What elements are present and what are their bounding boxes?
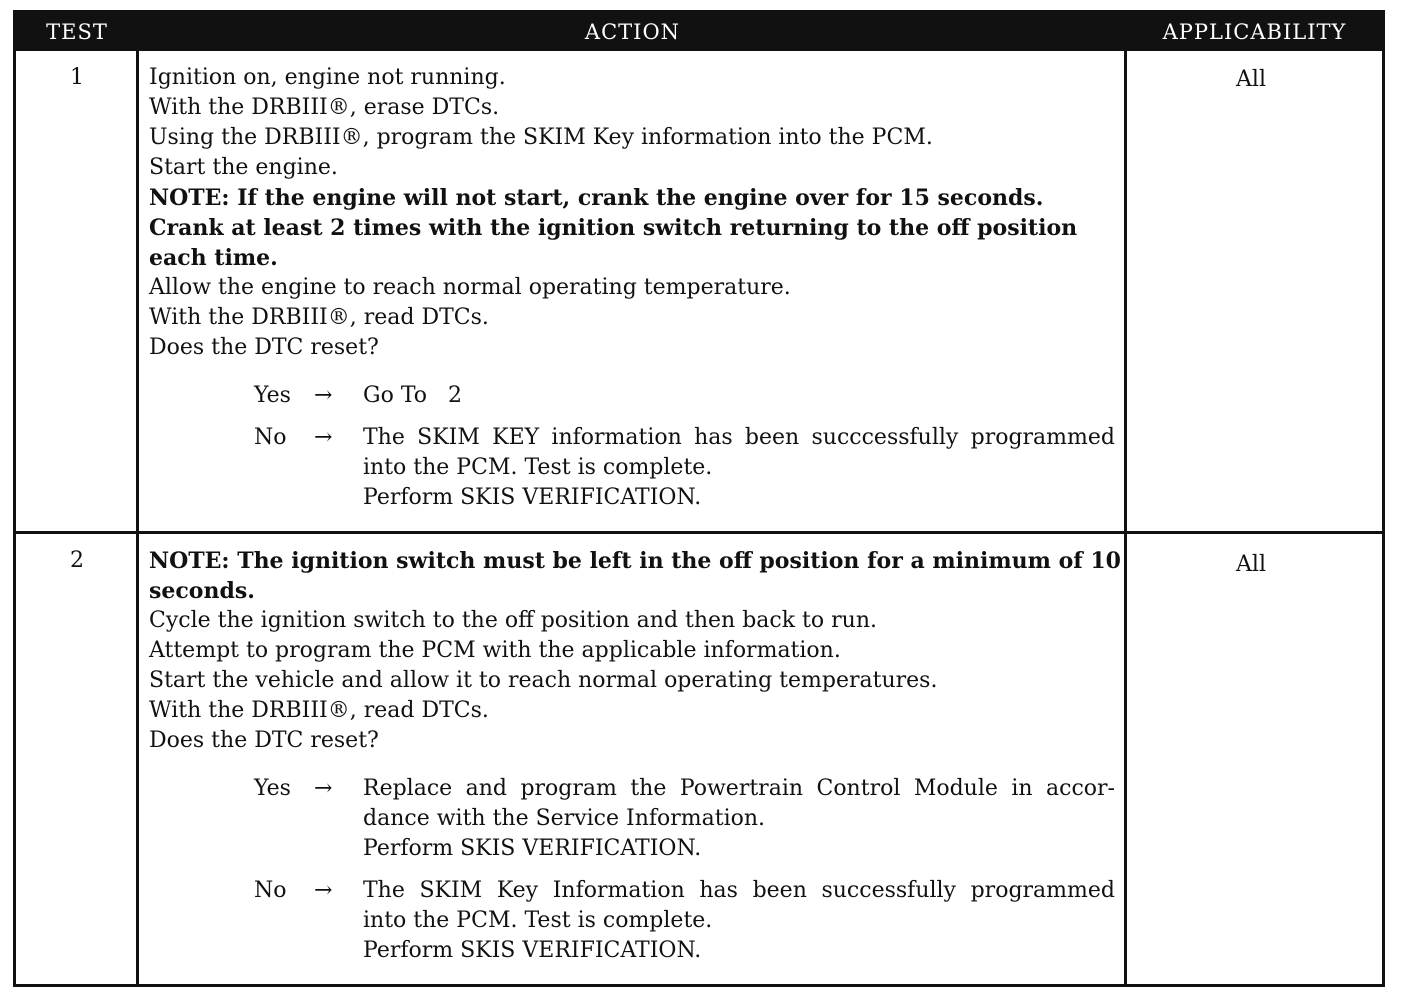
outcome-label: Yes	[254, 776, 291, 801]
applicability-value: All	[1236, 67, 1266, 92]
header-applicability: APPLICABILITY	[1162, 20, 1347, 44]
action-step: Start the vehicle and allow it to reach normal operating temperatures.	[149, 668, 938, 693]
outcome-text	[363, 774, 1115, 864]
outcome-line: Perform SKIS VERIFICATION.	[363, 938, 702, 963]
action-step: Using the DRBIII®, program the SKIM Key information into the PCM.	[149, 125, 933, 150]
header-action: ACTION	[584, 20, 681, 44]
outcome-text	[363, 381, 1115, 411]
action-cell	[149, 546, 1121, 966]
outcome-line: Perform SKIS VERIFICATION.	[363, 485, 702, 510]
outcome-yes	[149, 381, 1121, 411]
action-step: Allow the engine to reach normal operating temperature.	[149, 275, 791, 300]
outcome-line: into the PCM. Test is complete.	[363, 908, 713, 933]
arrow-icon: →	[314, 425, 333, 450]
diagnostic-test-table	[13, 10, 1385, 987]
outcome-no	[149, 423, 1121, 513]
outcome-text	[363, 876, 1115, 966]
header-test: TEST	[46, 20, 108, 44]
table-header	[16, 13, 1382, 51]
table-row	[16, 51, 1382, 531]
outcome-line: Go To 2	[363, 383, 462, 408]
action-step: With the DRBIII®, read DTCs.	[149, 305, 489, 330]
outcome-label: Yes	[254, 383, 291, 408]
arrow-icon: →	[314, 878, 333, 903]
outcome-line: The SKIM KEY information has been succcessfully programmed	[363, 425, 1115, 450]
arrow-icon: →	[314, 383, 333, 408]
outcome-line: Perform SKIS VERIFICATION.	[363, 836, 702, 861]
outcome-line: The SKIM Key Information has been successfully programmed	[363, 878, 1115, 903]
outcome-list	[149, 381, 1121, 513]
action-step: Does the DTC reset?	[149, 728, 379, 753]
action-step: With the DRBIII®, read DTCs.	[149, 698, 489, 723]
outcome-line: Replace and program the Powertrain Control Module in accor-	[363, 776, 1115, 801]
action-step: With the DRBIII®, erase DTCs.	[149, 95, 500, 120]
outcome-line: dance with the Service Information.	[363, 806, 766, 831]
action-step: Attempt to program the PCM with the applicable information.	[149, 638, 841, 663]
action-step: Start the engine.	[149, 155, 338, 180]
table-row	[16, 534, 1382, 984]
outcome-yes	[149, 774, 1121, 864]
applicability-value: All	[1236, 552, 1266, 577]
note-text: NOTE: If the engine will not start, crank the engine over for 15 seconds. Crank at least 2 times with the ignition switch returning to the off position each time.	[149, 185, 1078, 271]
outcome-no	[149, 876, 1121, 966]
outcome-label: No	[254, 425, 287, 450]
action-step: Ignition on, engine not running.	[149, 65, 506, 90]
action-step: Does the DTC reset?	[149, 335, 379, 360]
outcome-list	[149, 774, 1121, 966]
arrow-icon: →	[314, 776, 333, 801]
test-number: 2	[70, 548, 84, 573]
outcome-text	[363, 423, 1115, 513]
note-text: NOTE: The ignition switch must be left in the off position for a minimum of 10 seconds.	[149, 548, 1121, 604]
action-step: Cycle the ignition switch to the off position and then back to run.	[149, 608, 877, 633]
outcome-label: No	[254, 878, 287, 903]
test-number: 1	[70, 65, 84, 90]
action-cell	[149, 63, 1121, 513]
outcome-line: into the PCM. Test is complete.	[363, 455, 713, 480]
